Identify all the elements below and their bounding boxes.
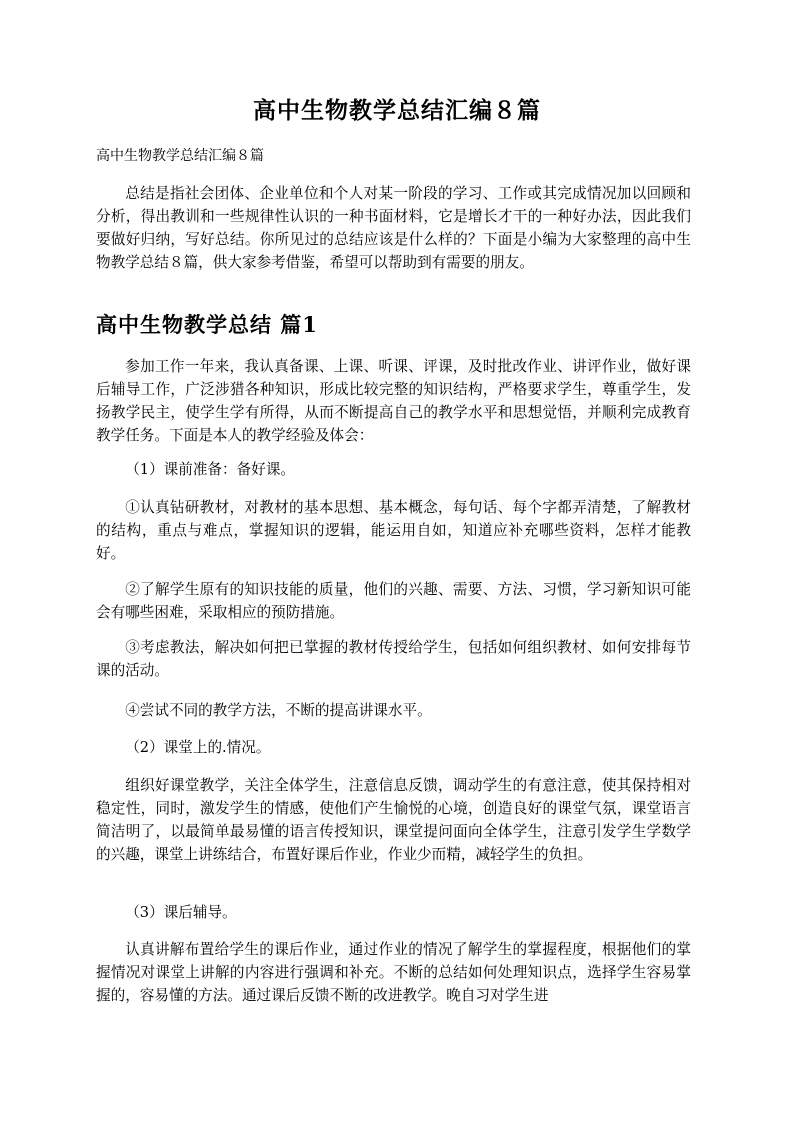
point-4-try-methods: ④尝试不同的教学方法，不断的提高讲课水平。 — [125, 702, 432, 719]
item-lesson-preparation: （1）课前准备：备好课。 — [125, 461, 296, 478]
point-3-teaching-method: ③考虑教法，解决如何把已掌握的教材传授给学生，包括如何组织教材、如何安排每节课的活动。 — [96, 639, 691, 679]
section1-paragraph-after-class: 认真讲解布置给学生的课后作业，通过作业的情况了解学生的掌握程度，根据他们的掌握情况对课堂上讲解的内容进行强调和补充。不断的总结如何处理知识点，选择学生容易掌握的，容易懂的方法。通过课后反馈不断的改进教学。晚自习对学生进 — [96, 941, 691, 1004]
section-heading-1: 高中生物教学总结 篇1 — [96, 312, 318, 337]
point-1-study-textbook: ①认真钻研教材，对教材的基本思想、基本概念，每句话、每个字都弄清楚，了解教材的结构，重点与难点，掌握知识的逻辑，能运用自如，知道应补充哪些资料，怎样才能教好。 — [96, 499, 691, 562]
document-subtitle: 高中生物教学总结汇编８篇 — [96, 148, 264, 164]
intro-paragraph: 总结是指社会团体、企业单位和个人对某一阶段的学习、工作或其完成情况加以回顾和分析，得出教训和一些规律性认识的一种书面材料，它是增长才干的一种好办法，因此我们要做好归纳，写好总结。你所见过的总结应该是什么样的？下面是小编为大家整理的高中生物教学总结８篇，供大家参考借鉴，希望可以帮助到有需要的朋友。 — [96, 185, 691, 271]
section1-paragraph-classroom: 组织好课堂教学，关注全体学生，注意信息反馈，调动学生的有意注意，使其保持相对稳定性，同时，激发学生的情感，使他们产生愉悦的心境，创造良好的课堂气氛，课堂语言简洁明了，以最简单最易懂的语言传授知识，课堂提问面向全体学生，注意引发学生学数学的兴趣，课堂上讲练结合，布置好课后作业，作业少而精，减轻学生的负担。 — [96, 777, 691, 863]
item-after-class: （3）课后辅导。 — [125, 904, 237, 921]
item-classroom: （2）课堂上的.情况。 — [125, 739, 271, 756]
document-title: 高中生物教学总结汇编８篇 — [253, 97, 541, 124]
point-2-understand-students: ②了解学生原有的知识技能的质量，他们的兴趣、需要、方法、习惯，学习新知识可能会有哪些困难，采取相应的预防措施。 — [96, 581, 691, 621]
section1-paragraph-1: 参加工作一年来，我认真备课、上课、听课、评课，及时批改作业、讲评作业，做好课后辅导工作，广泛涉猎各种知识，形成比较完整的知识结构，严格要求学生，尊重学生，发扬教学民主，使学生学有所得，从而不断提高自己的教学水平和思想觉悟，并顺利完成教育教学任务。下面是本人的教学经验及体会： — [96, 358, 691, 444]
